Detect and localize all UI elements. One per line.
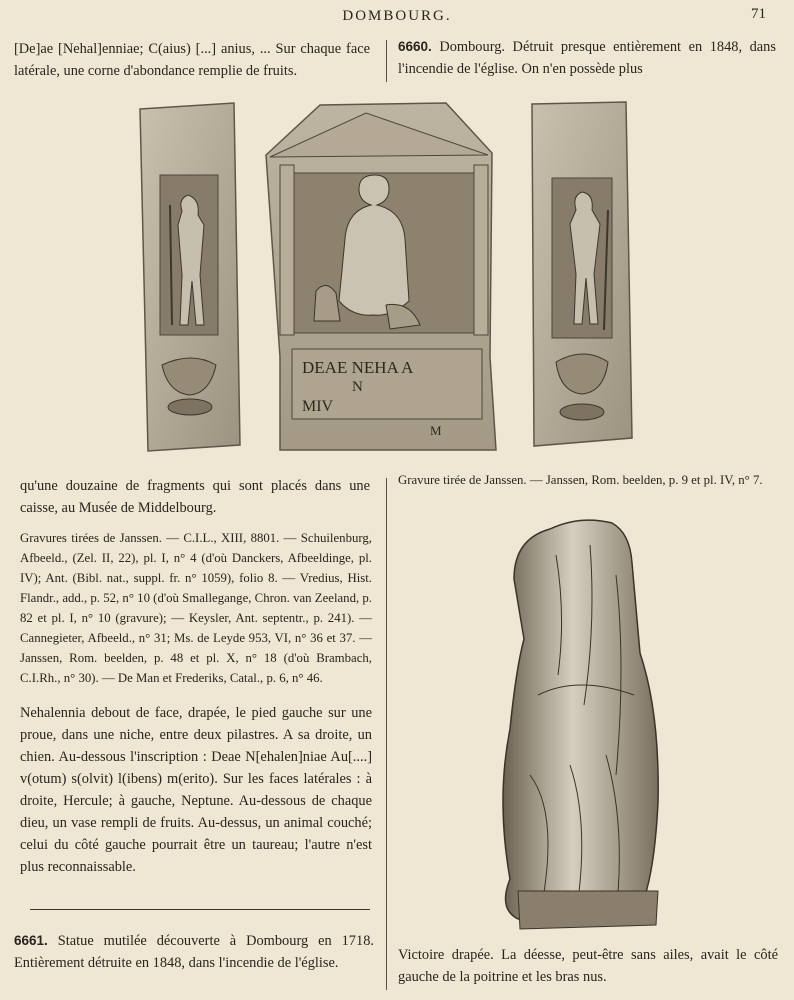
altar-inscription-line4: M xyxy=(430,423,442,438)
altar-inscription-line2: N xyxy=(352,379,363,395)
bibliography-6660 xyxy=(20,528,372,688)
entry-6660-start xyxy=(398,36,776,80)
left-cont-text: qu'une douzaine de fragments qui sont placés dans une caisse, au Musée de Middelbourg. xyxy=(20,478,370,516)
statue-engraving xyxy=(490,515,680,935)
altar-inscription-line1: DEAE NEHA A xyxy=(302,358,414,377)
left-desc-text: Nehalennia debout de face, drapée, le pied gauche sur une proue, dans une niche, entre deux pilastres. A sa droite, un chien. Au-dessous l'inscription : Deae N[ehalen]niae Au[....] v(otum) s(olvit) l(ibens) m(erito). Sur les faces latérales : à droite, Hercule; à gauche, Neptune. Au-dessous de chaque dieu, un vase rempli de fruits. Au-dessus, un animal couché; celui du côté gauche pourrait être un taureau; l'autre n'est plus reconnaissable. xyxy=(20,705,372,875)
entry-6660-continuation xyxy=(20,475,370,519)
left-top-paragraph xyxy=(14,38,370,82)
column-divider-bottom xyxy=(386,478,387,990)
description-6660 xyxy=(20,702,372,878)
right-bottom-text: Victoire drapée. La déesse, peut-être sans ailes, avait le côté gauche de la poitrine et les bras nus. xyxy=(398,947,778,985)
column-divider-top xyxy=(386,40,387,82)
page-number: 71 xyxy=(751,6,766,22)
running-header: DOMBOURG. xyxy=(342,8,452,24)
altar-engraving xyxy=(130,95,502,455)
left-refs-text: Gravures tirées de Janssen. — C.I.L., XIII, 8801. — Schuilenburg, Afbeeld., (Zel. II, 22), pl. I, n° 4 (d'où Danckers, Afbeeldinge, pl. IV); Ant. (Bibl. nat., suppl. fr. n° 1059), folio 8. — Vredius, Hist. Flandr., add., p. 52, n° 10 (d'où Smallegange, Chron. van Zeeland, p. 82 et pl. I, n° 10 (gravure); — Keysler, Ant. septentr., p. 241). — Cannegieter, Afbeeld., n° 31; Ms. de Leyde 953, VI, n° 36 et 37. — Janssen, Rom. beelden, p. 48 et pl. X, n° 18 (d'où Brambach, C.I.Rh., n° 30). — De Man et Frederiks, Catal., p. 6, n° 46. xyxy=(20,531,372,685)
altar-left-face xyxy=(140,103,240,451)
altar-front-face xyxy=(266,103,496,450)
altar-inscription-line3: MIV xyxy=(302,398,334,415)
right-caption-text: Gravure tirée de Janssen. — Janssen, Rom. beelden, p. 9 et pl. IV, n° 7. xyxy=(398,473,763,487)
section-separator xyxy=(30,909,370,910)
entry-number-6661: 6661. xyxy=(14,933,48,948)
description-6661 xyxy=(398,944,778,988)
left-top-text: [De]ae [Nehal]enniae; C(aius) [...] anius, ... Sur chaque face latérale, une corne d'abondance remplie de fruits. xyxy=(14,41,370,79)
entry-number-6660: 6660. xyxy=(398,39,432,54)
entry-6661 xyxy=(14,930,374,974)
altar-right-face xyxy=(528,100,636,450)
caption-6661 xyxy=(398,470,776,490)
entry-6660-text: Dombourg. Détruit presque entièrement en 1848, dans l'incendie de l'église. On n'en possède plus xyxy=(398,39,776,77)
entry-6661-text: Statue mutilée découverte à Dombourg en 1718. Entièrement détruite en 1848, dans l'incendie de l'église. xyxy=(14,933,374,971)
